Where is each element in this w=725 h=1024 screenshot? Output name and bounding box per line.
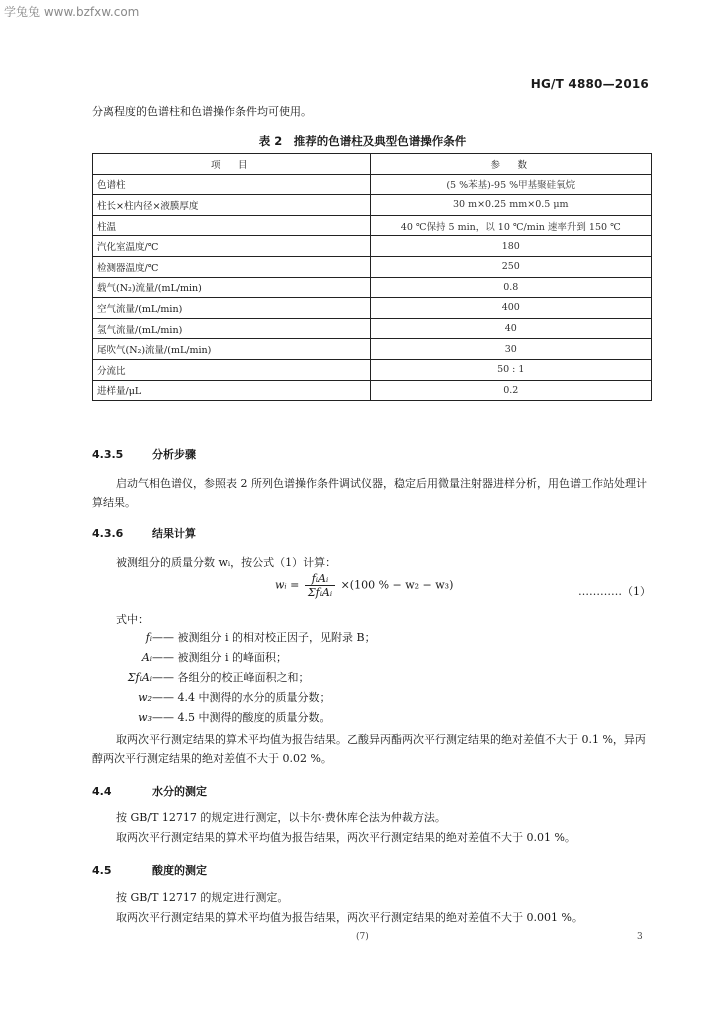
section-title: 分析步骤 xyxy=(152,448,196,461)
cell-item: 氢气流量/(mL/min) xyxy=(93,318,371,339)
formula-label: （1） xyxy=(622,585,651,598)
cell-value: 0.8 xyxy=(370,277,651,298)
cell-value: 50 : 1 xyxy=(370,359,651,380)
formula-denominator: ΣfᵢAᵢ xyxy=(307,586,333,599)
section-title: 酸度的测定 xyxy=(152,864,207,877)
section-title: 水分的测定 xyxy=(152,785,207,798)
table-row xyxy=(93,236,652,257)
definition-row xyxy=(92,708,376,728)
table-row xyxy=(93,195,652,216)
page-number: 3 xyxy=(637,932,643,942)
def-symbol: Aᵢ xyxy=(141,651,152,664)
def-symbol: ΣfᵢAᵢ xyxy=(127,671,152,684)
cell-item: 柱温 xyxy=(93,215,371,236)
footer-center-mark: (7) xyxy=(356,932,369,942)
section-4-3-6-heading xyxy=(92,525,196,541)
cell-item: 色谱柱 xyxy=(93,174,371,195)
section-number: 4.4 xyxy=(92,785,112,798)
cell-value: 40 xyxy=(370,318,651,339)
def-text: —— 4.5 中测得的酸度的质量分数。 xyxy=(152,711,331,724)
table-row xyxy=(93,318,652,339)
section-4-3-5-heading xyxy=(92,446,196,462)
section-title: 结果计算 xyxy=(152,527,196,540)
table-row xyxy=(93,380,652,401)
section-number: 4.3.6 xyxy=(92,527,124,540)
def-symbol: w₃ xyxy=(138,711,152,724)
section-number: 4.5 xyxy=(92,864,112,877)
where-label: 式中： xyxy=(116,613,149,626)
def-text: —— 被测组分 i 的峰面积； xyxy=(152,651,288,664)
section-4-4-heading xyxy=(92,783,207,799)
section-4-3-5-text: 启动气相色谱仪，参照表 2 所列色谱操作条件调试仪器，稳定后用微量注射器进样分析，用色谱工作站处理计算结果。 xyxy=(92,477,647,509)
cell-item: 载气(N₂)流量/(mL/min) xyxy=(93,277,371,298)
cell-item: 尾吹气(N₂)流量/(mL/min) xyxy=(93,339,371,360)
table-row xyxy=(93,359,652,380)
header-item: 项 目 xyxy=(93,154,371,175)
cell-value: 0.2 xyxy=(370,380,651,401)
formula-intro: 被测组分的质量分数 wᵢ，按公式（1）计算： xyxy=(116,556,337,569)
table-row xyxy=(93,256,652,277)
table-row xyxy=(93,339,652,360)
def-text: —— 各组分的校正峰面积之和； xyxy=(152,671,310,684)
section-4-3-6-result: 取两次平行测定结果的算术平均值为报告结果。乙酸异丙酯两次平行测定结果的绝对差值不大于 0.1 %，异丙醇两次平行测定结果的绝对差值不大于 0.02 %。 xyxy=(92,733,646,765)
cell-value: 400 xyxy=(370,298,651,319)
formula-fraction xyxy=(305,572,335,599)
definition-row xyxy=(92,688,376,708)
symbol-definitions xyxy=(92,628,376,728)
cell-item: 空气流量/(mL/min) xyxy=(93,298,371,319)
table-row xyxy=(93,277,652,298)
cell-value: 40 ℃保持 5 min，以 10 ℃/min 速率升到 150 ℃ xyxy=(370,215,651,236)
cell-value: 30 xyxy=(370,339,651,360)
cell-item: 进样量/μL xyxy=(93,380,371,401)
intro-text: 分离程度的色谱柱和色谱操作条件均可使用。 xyxy=(92,105,312,118)
def-text: —— 被测组分 i 的相对校正因子，见附录 B； xyxy=(152,631,376,644)
def-symbol: fᵢ xyxy=(145,631,152,644)
watermark: 学兔兔 www.bzfxw.com xyxy=(4,5,140,19)
cell-value: (5 %苯基)-95 %甲基聚硅氧烷 xyxy=(370,174,651,195)
cell-value: 30 m×0.25 mm×0.5 μm xyxy=(370,195,651,216)
def-text: —— 4.4 中测得的水分的质量分数； xyxy=(152,691,331,704)
formula-dots: ………… xyxy=(578,585,622,598)
cell-item: 分流比 xyxy=(93,359,371,380)
section-4-4-line: 取两次平行测定结果的算术平均值为报告结果，两次平行测定结果的绝对差值不大于 0.01 %。 xyxy=(116,831,576,844)
formula-1 xyxy=(275,572,453,599)
formula-rhs: ×(100 % − w₂ − w₃) xyxy=(340,578,454,592)
cell-value: 250 xyxy=(370,256,651,277)
formula-numerator: fᵢAᵢ xyxy=(305,572,335,586)
section-4-5-line: 取两次平行测定结果的算术平均值为报告结果，两次平行测定结果的绝对差值不大于 0.001 %。 xyxy=(116,911,583,924)
table-caption: 表 2 推荐的色谱柱及典型色谱操作条件 xyxy=(258,134,467,148)
section-4-5-heading xyxy=(92,862,207,878)
table-row xyxy=(93,298,652,319)
section-number: 4.3.5 xyxy=(92,448,124,461)
table-header-row xyxy=(93,154,652,175)
cell-item: 检测器温度/℃ xyxy=(93,256,371,277)
formula-lhs: wᵢ = xyxy=(275,578,300,592)
table-row xyxy=(93,215,652,236)
cell-item: 柱长×柱内径×液膜厚度 xyxy=(93,195,371,216)
cell-value: 180 xyxy=(370,236,651,257)
header-param: 参 数 xyxy=(370,154,651,175)
standard-number: HG/T 4880—2016 xyxy=(530,77,649,91)
section-4-5-line: 按 GB/T 12717 的规定进行测定。 xyxy=(116,891,289,904)
definition-row xyxy=(92,628,376,648)
definition-row xyxy=(92,648,376,668)
formula-number xyxy=(578,583,651,599)
cell-item: 汽化室温度/℃ xyxy=(93,236,371,257)
table-row xyxy=(93,174,652,195)
definition-row xyxy=(92,668,376,688)
spec-table xyxy=(92,153,652,401)
def-symbol: w₂ xyxy=(138,691,152,704)
section-4-4-line: 按 GB/T 12717 的规定进行测定，以卡尔·费休库仑法为仲裁方法。 xyxy=(116,811,446,824)
